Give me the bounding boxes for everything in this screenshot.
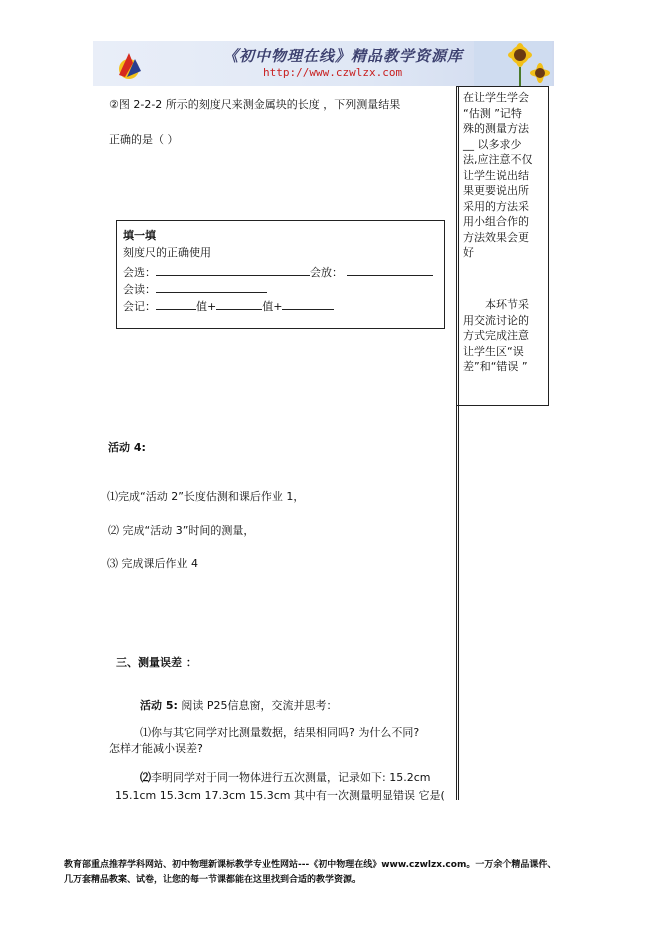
sidebar-line: 好 xyxy=(463,246,474,259)
blank-select[interactable] xyxy=(156,264,310,276)
activity-4-item-3: ⑶ 完成课后作业 4 xyxy=(107,557,198,570)
site-logo-icon xyxy=(113,49,145,81)
blank-read[interactable] xyxy=(156,281,267,293)
sidebar-line: 用交流讨论的 xyxy=(463,313,529,327)
sidebar-line: 方式完成注意 xyxy=(463,329,529,342)
footer-line-2: 几万套精品教案、试卷，让您的每一节课都能在这里找到合适的教学资源。 xyxy=(64,875,362,885)
page-footer xyxy=(64,858,604,888)
record-mid-2: 值+ xyxy=(262,300,283,313)
question-line-1: ②图 2-2-2 所示的刻度尺来测金属块的长度 ，下列测量结果 xyxy=(109,98,401,111)
fill-row-select-place xyxy=(123,264,433,280)
sidebar-line: 差”和“错误 ” xyxy=(463,360,528,373)
activity-4-item-2: ⑵ 完成“活动 3”时间的测量， xyxy=(108,524,255,537)
sidebar-top-border xyxy=(456,86,549,87)
sidebar-line: 方法效果会更 xyxy=(463,230,529,244)
blank-record-1[interactable] xyxy=(156,298,196,310)
fill-row-record xyxy=(123,298,334,314)
fill-box-subheading: 刻度尺的正确使用 xyxy=(123,246,211,259)
sidebar-line: “估测 ”记特 xyxy=(463,106,522,120)
sidebar-line: 采用的方法采 xyxy=(463,199,529,213)
fill-row-read xyxy=(123,281,267,297)
blank-record-3[interactable] xyxy=(282,298,334,310)
sidebar-bottom-border xyxy=(456,405,549,406)
activity-4-item-1: ⑴完成“活动 2”长度估测和课后作业 1， xyxy=(107,490,305,503)
sidebar-line: 本环节采 xyxy=(485,298,529,311)
blank-record-2[interactable] xyxy=(216,298,262,310)
activity-5-line xyxy=(140,699,338,713)
sidebar-line: 在让学生学会 xyxy=(463,91,529,104)
label-place: 会放： xyxy=(310,266,343,279)
column-divider-inner xyxy=(458,86,459,800)
question-5-2-text: 李明同学对于同一物体进行五次测量，记录如下: 15.2cm xyxy=(151,771,431,784)
question-5-1-line-2: 怎样才能减小误差? xyxy=(109,742,203,755)
question-5-2-line-1 xyxy=(140,771,430,785)
activity-4-title: 活动 4: xyxy=(108,441,146,454)
question-5-2-number: ⑵ xyxy=(140,771,151,784)
banner-title: 《初中物理在线》精品教学资源库 xyxy=(223,47,464,65)
label-select: 会选： xyxy=(123,266,156,279)
sidebar-note-2 xyxy=(463,297,529,375)
section-3-title: 三、测量误差 ： xyxy=(116,656,197,669)
sidebar-line: __ 以多求少 xyxy=(463,137,522,151)
header-banner xyxy=(93,41,554,86)
sidebar-note-1 xyxy=(463,90,533,261)
sidebar-line: 殊的测量方法 xyxy=(463,122,529,135)
fill-box-heading: 填一填 xyxy=(123,229,156,242)
sidebar-line: 法,应注意不仅 xyxy=(463,153,533,166)
record-mid-1: 值+ xyxy=(196,300,217,313)
sunflower-image xyxy=(474,41,552,86)
activity-5-text: 阅读 P25信息窗，交流并思考： xyxy=(177,699,338,712)
sidebar-line: 果更要说出所 xyxy=(463,184,529,197)
sidebar-line: 让学生区“误 xyxy=(463,344,524,358)
footer-line-1: 教育部重点推荐学科网站、初中物理新课标教学专业性网站---《初中物理在线》www.czwlzx.com。一万余个精品课件、 xyxy=(64,860,557,870)
activity-5-label: 活动 5: xyxy=(140,699,178,712)
blank-place[interactable] xyxy=(347,264,433,276)
question-5-2-line-2: 15.1cm 15.3cm 17.3cm 15.3cm 其中有一次测量明显错误 它是( xyxy=(115,789,445,802)
sidebar-right-border xyxy=(548,86,549,406)
sidebar-line: 用小组合作的 xyxy=(463,215,529,228)
label-record: 会记： xyxy=(123,300,156,313)
column-divider xyxy=(456,86,457,800)
label-read: 会读： xyxy=(123,283,156,296)
question-5-1-line-1: ⑴你与其它同学对比测量数据，结果相同吗? 为什么不同? xyxy=(140,726,420,739)
question-line-2: 正确的是（ ） xyxy=(109,133,179,146)
banner-url[interactable]: http://www.czwlzx.com xyxy=(263,66,403,79)
sidebar-line: 让学生说出结 xyxy=(463,168,529,182)
fill-in-box xyxy=(116,220,445,329)
